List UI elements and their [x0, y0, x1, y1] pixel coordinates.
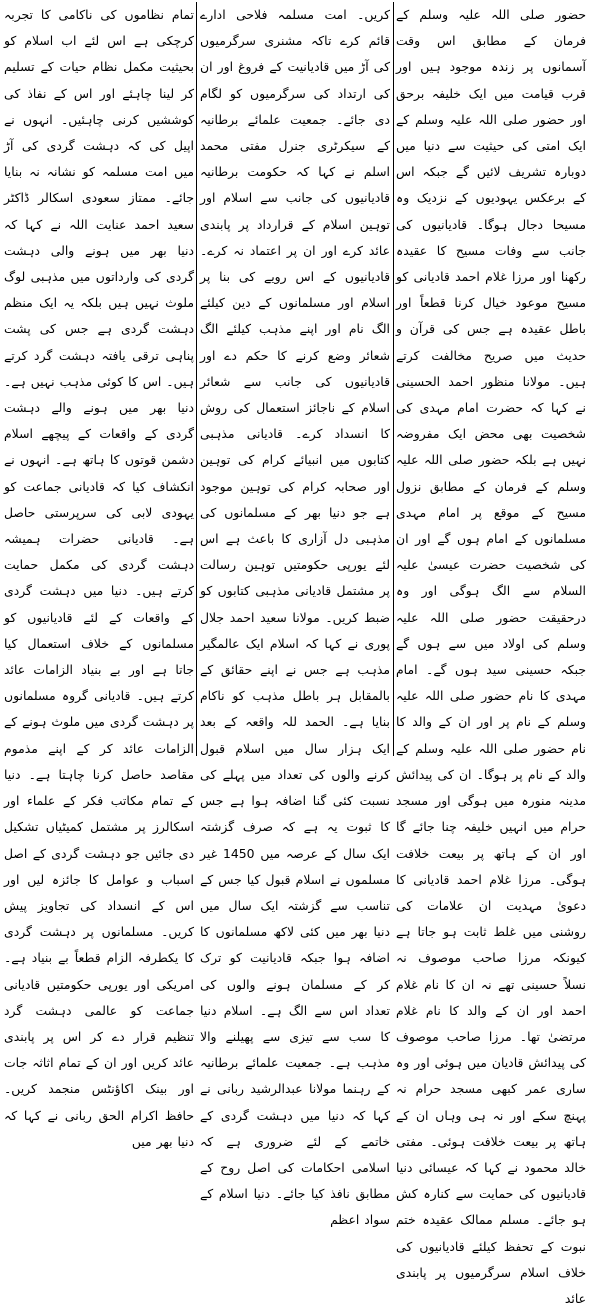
- article-column-middle: [200, 2, 390, 1228]
- column-text: حضور صلی اللہ علیہ وسلم کے فرمان کے مطابق اس وقت آسمانوں پر زندہ موجود ہیں اور قرب قیامت میں ایک خلیفہ برحق اور حضور صلی اللہ علیہ وسلم کے ایک امتی کی حیثیت سے دنیا میں دوبارہ تشریف لائیں گے جبکہ اس کے برعکس یہودیوں کے نزدیک وہ مسیحا دجال ہوگا۔ قادیانیوں کی جانب سے وفات مسیح کا عقیدہ رکھنا اور مرزا غلام احمد قادیانی کو مسیح موعود خیال کرنا قطعاً اور باطل عقیدہ ہے جس کی قرآن و حدیث میں صریح مخالفت کرتے ہیں۔ مولانا منظور احمد الحسینی نے کہا کہ حضرت امام مہدی کی شخصیت بھی محض ایک مفروضہ نہیں ہے بلکہ حضور صلی اللہ علیہ وسلم کے فرمان کے مطابق نزول مسیح کے موقع پر امام مہدی مسلمانوں کے امام ہوں گے اور ان کی شخصیت حضرت عیسیٰ علیہ السلام سے الگ ہوگی اور وہ درحقیقت حضور صلی اللہ علیہ وسلم کی اولاد میں سے ہوں گے جبکہ حسینی سید ہوں گے۔ امام مہدی کا نام حضور صلی اللہ علیہ وسلم کے نام پر اور ان کے والد کا نام حضور صلی اللہ علیہ وسلم کے والد کے نام پر ہوگا۔ ان کی پیدائش مدینہ منورہ میں ہوگی اور مسجد حرام میں انہیں خلیفہ چنا جائے گا اور ان کے ہاتھ پر بیعت خلافت ہوگی۔ مرزا غلام احمد قادیانی کا دعویٰ مہدیت ان علامات کی روشنی میں غلط ثابت ہو جاتا ہے کیونکہ مرزا صاحب موصوف نہ نسلاً حسینی تھے نہ ان کا نام غلام احمد اور ان کے والد کا نام غلام مرتضیٰ تھا۔ مرزا صاحب موصوف کی پیدائش قادیان میں ہوئی اور وہ ساری عمر کبھی مسجد حرام نہ پہنچ سکے اور نہ ہی وہاں ان کے ہاتھ پر بیعت خلافت ہوئی۔ مفتی خالد محمود نے کہا کہ عیسائی دنیا قادیانیوں کی حمایت سے کنارہ کش ہو جائے۔ مسلم ممالک عقیدہ ختم نبوت کے تحفظ کیلئے قادیانیوں کی خلاف اسلام سرگرمیوں پر پابندی عائد: [396, 7, 586, 1306]
- column-divider: [196, 2, 197, 756]
- column-text: تمام نظاموں کی ناکامی کا تجربہ کرچکی ہے اس لئے اب اسلام کو بحیثیت مکمل نظام حیات کے تسلیم کر لینا چاہئے اور اس کے نفاذ کی کوششیں کرنی چاہئیں۔ انہوں نے اپیل کی کہ دہشت گردی کی آڑ میں امت مسلمہ کو نشانہ نہ بنایا جائے۔ ممتاز سعودی اسکالر ڈاکٹر سعید احمد عنایت اللہ نے کہا کہ دنیا بھر میں ہونے والی دہشت گردی کی وارداتوں میں مذہبی لوگ ملوث نہیں ہیں بلکہ یہ ایک منظم دہشت گردی ہے جس کی پشت پناہی ترقی یافتہ دہشت گرد کرتے ہیں۔ اس کا کوئی مذہب نہیں ہے۔ دنیا بھر میں ہونے والے دہشت گردی کے واقعات کے پیچھے اسلام دشمن قوتوں کا ہاتھ ہے۔ انہوں نے انکشاف کیا کہ قادیانی جماعت کو یہودی لابی کی سرپرستی حاصل ہے۔ قادیانی حضرات ہمیشہ دہشت گردی کی مکمل حمایت کرتے ہیں۔ دنیا میں دہشت گردی کے واقعات کے لئے قادیانیوں کو مسلمانوں کے خلاف استعمال کیا جاتا ہے اور بے بنیاد الزامات عائد کرتے ہیں۔ قادیانی گروہ مسلمانوں پر دہشت گردی میں ملوث ہونے کے الزامات عائد کر کے اپنے مذموم مقاصد حاصل کرنا چاہتا ہے۔ دنیا کے تمام مکاتب فکر کے علماء اور اسکالرز پر مشتمل کمیٹیاں تشکیل دی جائیں جو دہشت گردی کے اصل اسباب و عوامل کا جائزہ لیں اور اس کے انسداد کی تجاویز پیش کریں۔ مسلمانوں پر دہشت گردی کا یکطرفہ الزام قطعاً بے بنیاد ہے۔ امریکی اور یورپی حکومتیں قادیانی جماعت کو عالمی دہشت گرد تنظیم قرار دے کر اس پر پابندی عائد کریں اور ان کے تمام اثاثہ جات اور بینک اکاؤنٹس منجمد کریں۔ حافظ اکرام الحق ربانی نے کہا کہ دنیا بھر میں: [3, 7, 194, 1149]
- column-text: کریں۔ امت مسلمہ فلاحی ادارے قائم کرے تاکہ مشنری سرگرمیوں کی آڑ میں قادیانیت کے فروغ اور ان کی ارتداد کی سرگرمیوں کو لگام دی جائے۔ جمعیت علمائے برطانیہ کے سیکرٹری جنرل مفتی محمد اسلم نے کہا کہ حکومت برطانیہ قادیانیوں کی جانب سے اسلام اور توہین اسلام کے قرارداد پر پابندی عائد کرے اور ان پر اعتماد نہ کرے۔ قادیانیوں کے اس رویے کی بنا پر اسلام اور مسلمانوں کے دین کیلئے الگ نام اور اپنے مذہب کیلئے الگ شعائر وضع کرنے کا حکم دے اور قادیانیوں کی جانب سے شعائر اسلام کے ناجائز استعمال کی روش کا انسداد کرے۔ قادیانی مذہبی کتابوں میں انبیائے کرام کی توہین اور صحابہ کرام کی توہین موجود ہے جو دنیا بھر کے مسلمانوں کی مذہبی دل آزاری کا باعث ہے اس لئے یورپی حکومتیں توہین رسالت پر مشتمل قادیانی مذہبی کتابوں کو ضبط کریں۔ مولانا سعید احمد جلال پوری نے کہا کہ اسلام ایک عالمگیر مذہب ہے جس نے اپنے حقائق کے بالمقابل ہر باطل مذہب کو ناکام بنایا ہے۔ الحمد للہ واقعہ کے بعد ایک ہزار سال میں اسلام قبول کرنے والوں کی تعداد میں پہلے کی نسبت کئی گنا اضافہ ہوا ہے جس کا ثبوت یہ ہے کہ صرف گزشتہ ایک سال کے عرصہ میں 1450 غیر مسلموں نے اسلام قبول کیا جس کے تناسب سے گزشتہ ایک سال میں دنیا بھر میں کئی لاکھ مسلمانوں کا اضافہ ہوا جبکہ قادیانیت کو ترک کر کے مسلمان ہونے والوں کی تعداد اس سے الگ ہے۔ اسلام دنیا کا سب سے تیزی سے پھیلنے والا مذہب ہے۔ جمعیت علمائے برطانیہ کے رہنما مولانا عبدالرشید ربانی نے کہا کہ دنیا میں دہشت گردی کے خاتمے کے لئے ضروری ہے کہ اسلامی احکامات کی اصل روح کے مطابق نافذ کیا جائے۔ دنیا اسلام کے سواد اعظم: [200, 7, 390, 1228]
- column-divider: [393, 2, 394, 756]
- article-column-left: [3, 2, 194, 1149]
- article-column-right: [396, 2, 586, 1306]
